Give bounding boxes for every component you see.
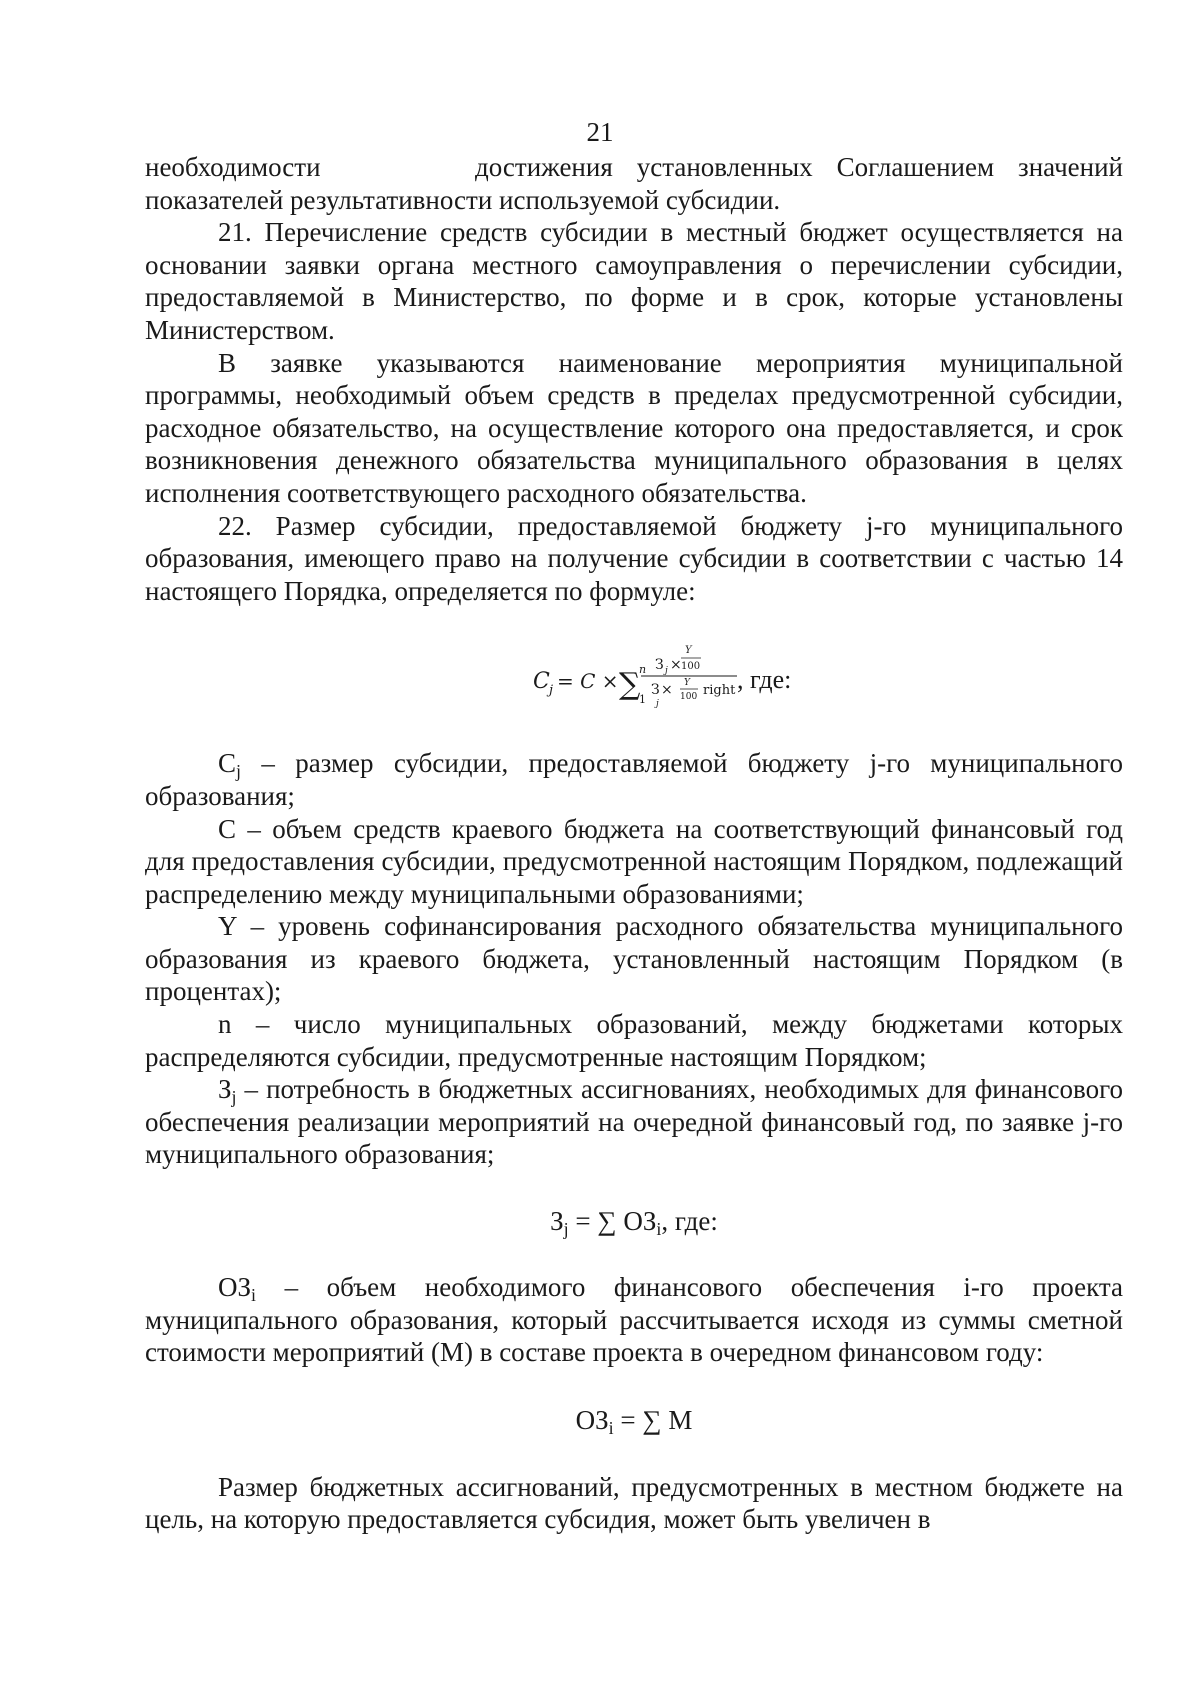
definition-y: Y – уровень софинансирования расходного обязательства муниципального образования из краевого бюджета, установленный настоящим Порядком (в процентах); (145, 911, 1123, 1007)
page-number: 21 (586, 117, 614, 147)
definition-cj-symbol: C (218, 748, 237, 779)
formula-subsidy-size-svg (145, 607, 1123, 747)
formula-eq-times: = C × (557, 669, 619, 694)
definition-cj (145, 747, 1123, 812)
definition-zj (145, 1073, 1123, 1171)
definition-zj-text: – потребность в бюджетных ассигнованиях, необходимых для финансового обеспечения реализации мероприятий на очередной финансовый год, по заявке j-го муниципального образования; (145, 1074, 1123, 1170)
paragraph-21: 21. Перечисление средств субсидии в местный бюджет осуществляется на основании заявки органа местного самоуправления о перечислении субсидии, предоставляемой в Министерство, по форме и в срок, которые установлены Министерством. (145, 217, 1123, 345)
definition-ozi-symbol: ОЗ (218, 1272, 252, 1303)
formula-den-sub: j (656, 699, 659, 710)
formula-num-times: × (670, 657, 682, 674)
paragraph-continuation (145, 151, 1123, 216)
formula-lhs: C (533, 669, 550, 695)
definition-cj-sub: j (236, 761, 242, 782)
formula-den-times: × (661, 682, 673, 699)
formula-num-100: 100 (681, 661, 701, 673)
definition-c: C – объем средств краевого бюджета на соответствующий финансовый год для предоставления субсидии, предусмотренной настоящим Порядком, подлежащий распределению между муниципальными образованиями; (145, 813, 1123, 909)
definition-cj-text: – размер субсидии, предоставляемой бюджету j-го муниципального образования; (145, 748, 1123, 811)
formula-den-100: 100 (680, 692, 698, 703)
formula-zj-tail: , где: (661, 1206, 718, 1237)
definition-zj-sub: j (231, 1087, 237, 1108)
formula-zj-rhs: = ∑ ОЗ (568, 1206, 657, 1237)
definition-n: n – число муниципальных образований, между бюджетами которых распределяются субсидии, предусмотренные настоящим Порядком; (145, 1009, 1123, 1072)
formula-sum-lower: 1 (639, 693, 646, 707)
formula-lhs-sub: j (549, 683, 554, 699)
formula-sum-upper: n (639, 663, 647, 677)
formula-zj (145, 1171, 1123, 1271)
formula-den-y: Y (684, 678, 690, 689)
formula-zj-rhs-sub: i (656, 1219, 662, 1240)
formula-ozi-lhs: ОЗ (575, 1404, 609, 1435)
definition-ozi-sub: i (251, 1285, 257, 1306)
formula-sum-sign: ∑ (619, 667, 641, 703)
formula-num-z: З (655, 657, 664, 674)
formula-num-sub: j (665, 666, 668, 677)
definition-ozi-text: – объем необходимого финансового обеспечения i-го проекта муниципального образования, который рассчитывается исходя из суммы сметной стоимости мероприятий (М) в составе проекта в очередном финансовом году: (145, 1272, 1123, 1368)
formula-ozi-rhs: = ∑ М (613, 1404, 693, 1435)
formula-zj-lhs: З (550, 1206, 564, 1237)
paragraph-continuation-first-word: необходимости (145, 152, 321, 182)
formula-ozi (145, 1369, 1123, 1471)
formula-den-right: right (703, 683, 736, 699)
paragraph-budget-increase: Размер бюджетных ассигнований, предусмотренных в местном бюджете на цель, на которую предоставляется субсидия, может быть увеличен в (145, 1471, 1123, 1535)
formula-tail: , где: (737, 665, 792, 695)
formula-num-y: Y (685, 645, 692, 657)
paragraph-continuation-rest: достижения установленных Соглашением значений показателей результативности используемой субсидии. (145, 152, 1123, 215)
formula-ozi-lhs-sub: i (608, 1417, 614, 1438)
formula-zj-lhs-sub: j (563, 1219, 569, 1240)
paragraph-22: 22. Размер субсидии, предоставляемой бюджету j-го муниципального образования, имеющего право на получение субсидии в соответствии с частью 14 настоящего Порядка, определяется по формуле: (145, 510, 1123, 606)
formula-den-z: З (651, 682, 660, 699)
definition-zj-symbol: З (218, 1074, 232, 1105)
document-body (145, 151, 1123, 1536)
definition-ozi (145, 1271, 1123, 1369)
paragraph-application: В заявке указываются наименование мероприятия муниципальной программы, необходимый объем средств в пределах предусмотренной субсидии, расходное обязательство, на осуществление которого она предоставляется, и срок возникновения денежного обязательства муниципального образования в целях исполнения соответствующего расходного обязательства. (145, 347, 1123, 508)
formula-subsidy-size (145, 607, 1123, 747)
